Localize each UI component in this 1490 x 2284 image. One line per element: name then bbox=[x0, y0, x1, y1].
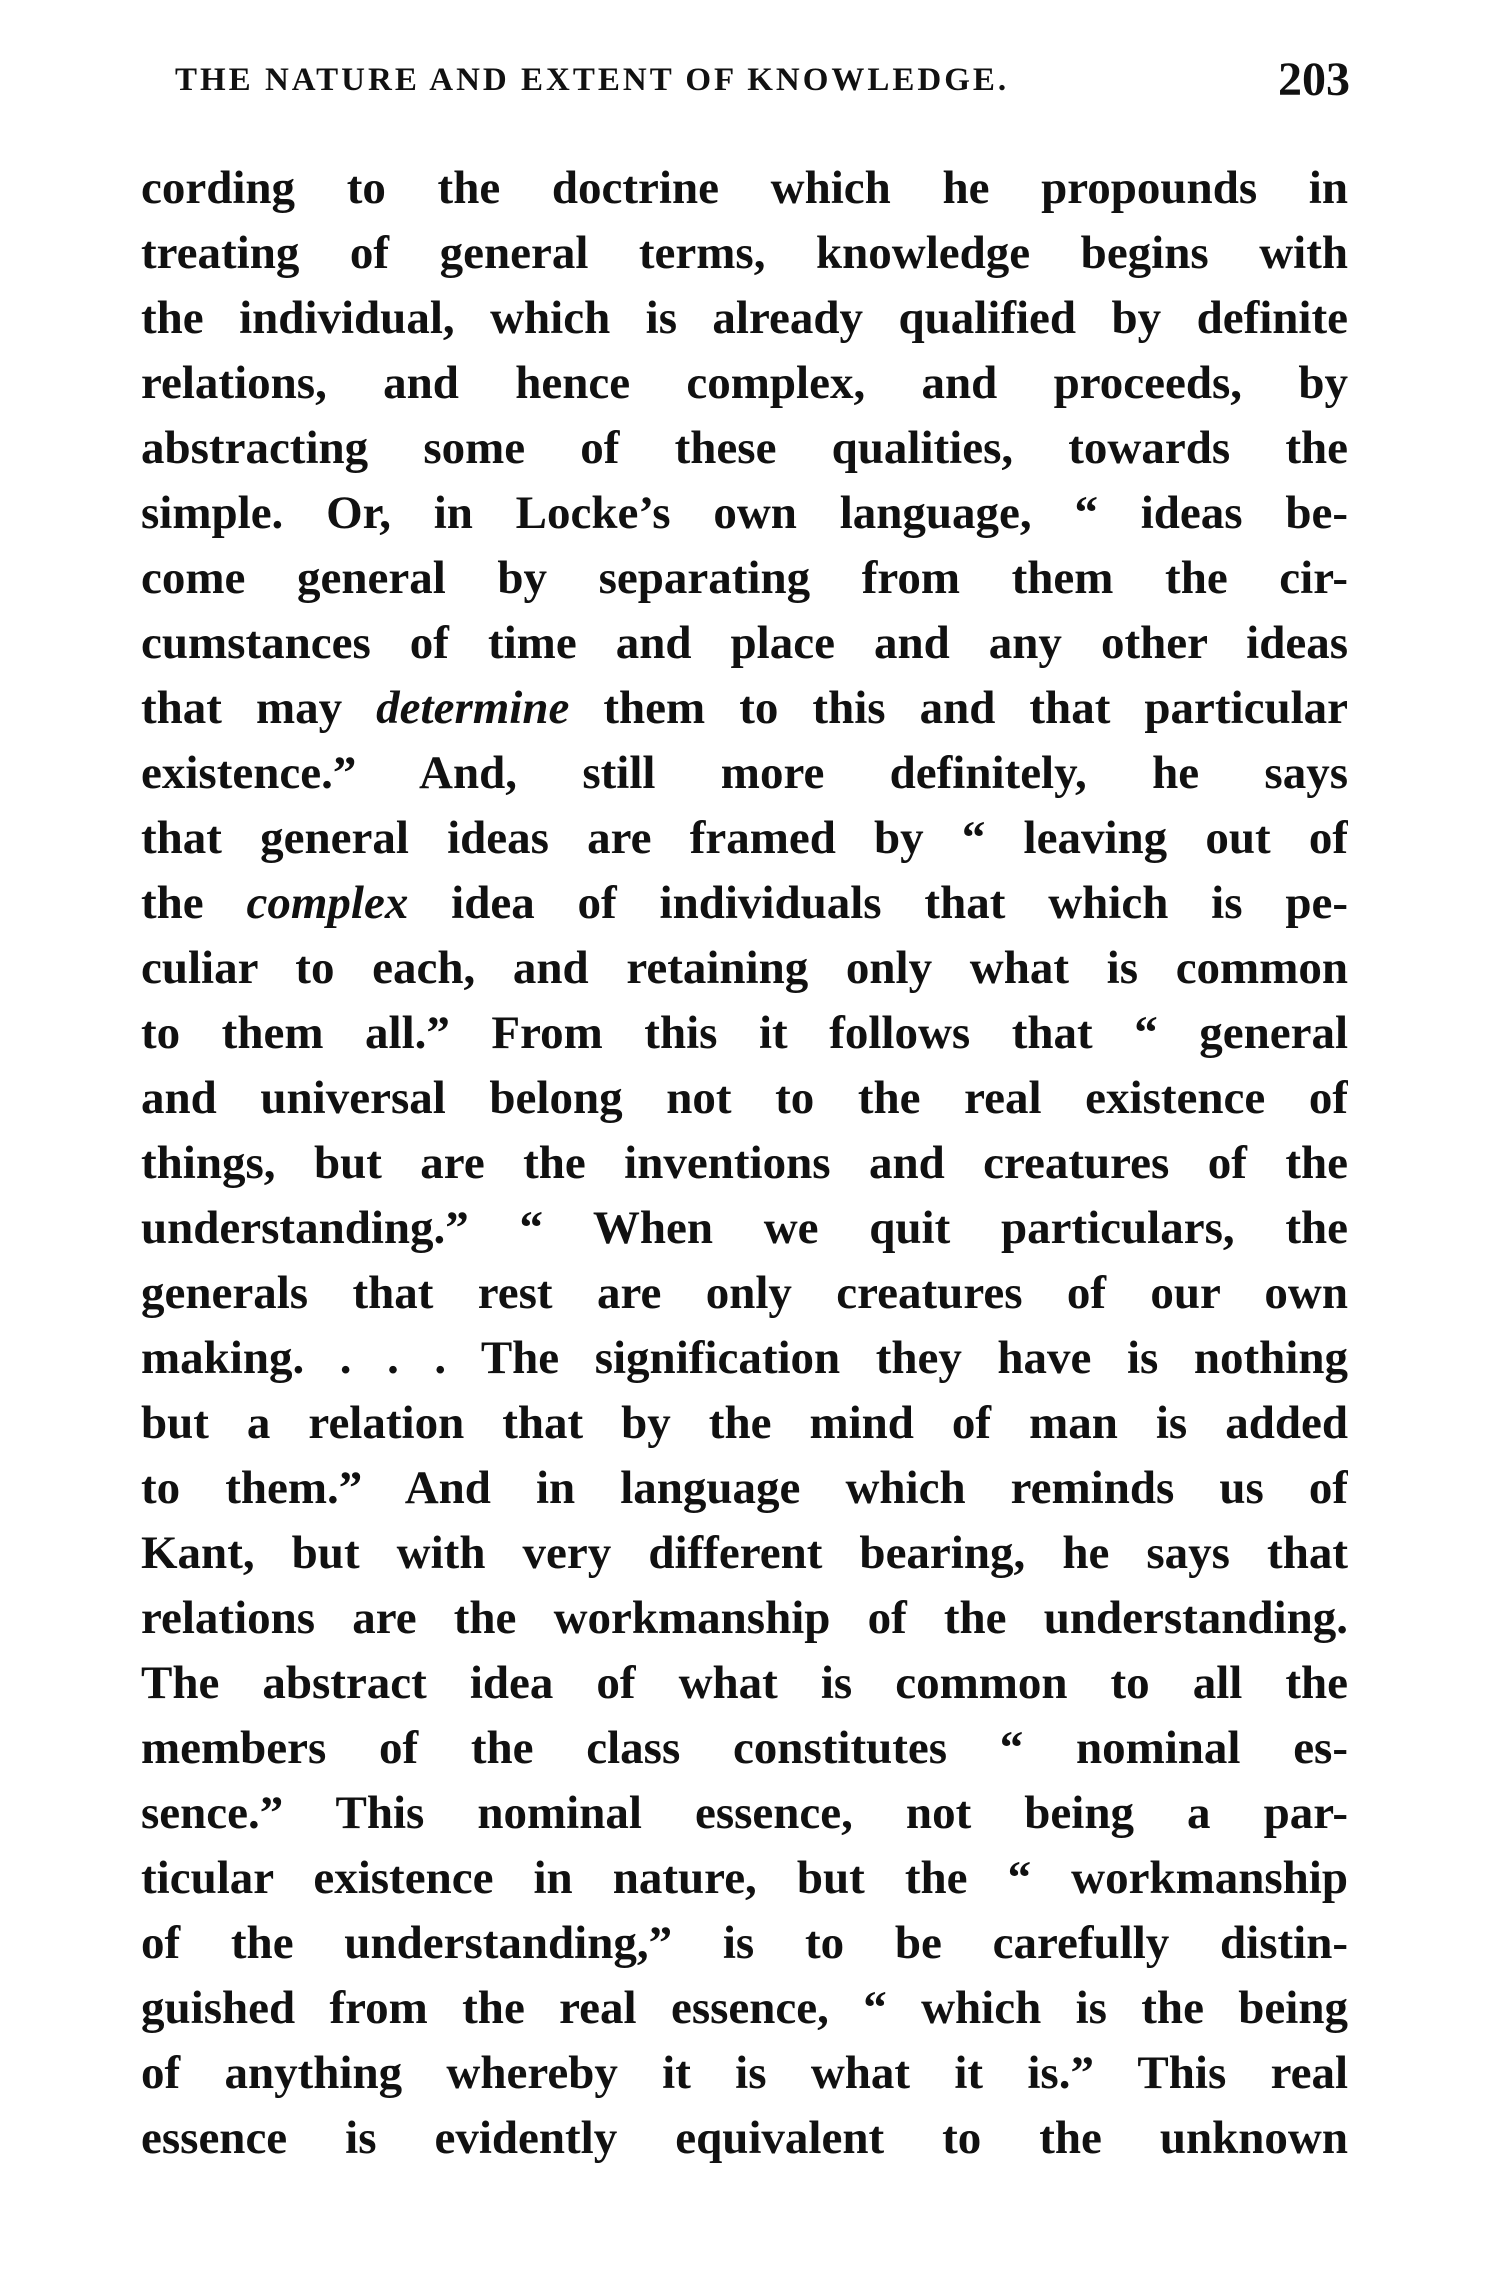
text-segment: but a relation that by the mind of man is added bbox=[141, 1397, 1348, 1449]
text-segment: abstracting some of these qualities, towards the bbox=[141, 422, 1348, 474]
text-line bbox=[141, 481, 1348, 546]
text-segment: culiar to each, and retaining only what is common bbox=[141, 942, 1348, 994]
text-line bbox=[141, 1846, 1348, 1911]
text-segment: of the understanding,” is to be carefully distin- bbox=[141, 1917, 1348, 1969]
text-segment: to them all.” From this it follows that “ general bbox=[141, 1007, 1348, 1059]
text-segment: idea of individuals that which is pe- bbox=[408, 877, 1348, 929]
text-segment: them to this and that particular bbox=[569, 682, 1348, 734]
running-title: THE NATURE AND EXTENT OF KNOWLEDGE. bbox=[175, 62, 1010, 98]
text-line bbox=[141, 546, 1348, 611]
text-segment: making. . . . The signification they have is nothing bbox=[141, 1332, 1348, 1384]
page-header bbox=[175, 52, 1350, 112]
text-line bbox=[141, 416, 1348, 481]
text-line bbox=[141, 676, 1348, 741]
text-line bbox=[141, 286, 1348, 351]
text-line bbox=[141, 806, 1348, 871]
text-line bbox=[141, 1391, 1348, 1456]
text-line bbox=[141, 1586, 1348, 1651]
text-segment: come general by separating from them the cir- bbox=[141, 552, 1348, 604]
text-line bbox=[141, 1196, 1348, 1261]
text-segment: of anything whereby it is what it is.” This real bbox=[141, 2047, 1348, 2099]
text-segment: cording to the doctrine which he propounds in bbox=[141, 162, 1348, 214]
text-segment: Kant, but with very different bearing, he says that bbox=[141, 1527, 1348, 1579]
text-segment: that general ideas are framed by “ leaving out of bbox=[141, 812, 1348, 864]
text-line bbox=[141, 2106, 1348, 2171]
text-line bbox=[141, 871, 1348, 936]
text-line bbox=[141, 221, 1348, 286]
text-segment: the individual, which is already qualified by definite bbox=[141, 292, 1348, 344]
text-line bbox=[141, 1976, 1348, 2041]
text-line bbox=[141, 741, 1348, 806]
text-line bbox=[141, 351, 1348, 416]
text-line bbox=[141, 1781, 1348, 1846]
text-segment: cumstances of time and place and any other ideas bbox=[141, 617, 1348, 669]
text-line bbox=[141, 156, 1348, 221]
text-segment: ticular existence in nature, but the “ workmanship bbox=[141, 1852, 1348, 1904]
text-segment: and universal belong not to the real existence of bbox=[141, 1072, 1348, 1124]
text-segment: generals that rest are only creatures of our own bbox=[141, 1267, 1348, 1319]
text-line bbox=[141, 1456, 1348, 1521]
text-segment: to them.” And in language which reminds us of bbox=[141, 1462, 1348, 1514]
body-text bbox=[141, 156, 1348, 2171]
text-segment: understanding.” “ When we quit particulars, the bbox=[141, 1202, 1348, 1254]
text-line bbox=[141, 1326, 1348, 1391]
text-line bbox=[141, 1651, 1348, 1716]
text-segment: guished from the real essence, “ which is the being bbox=[141, 1982, 1348, 2034]
text-line bbox=[141, 2041, 1348, 2106]
text-segment: existence.” And, still more definitely, he says bbox=[141, 747, 1348, 799]
text-segment: the bbox=[141, 877, 247, 929]
text-line bbox=[141, 1131, 1348, 1196]
text-line bbox=[141, 1001, 1348, 1066]
text-line bbox=[141, 936, 1348, 1001]
text-segment: relations, and hence complex, and proceeds, by bbox=[141, 357, 1348, 409]
page-number: 203 bbox=[1278, 53, 1350, 106]
text-segment: treating of general terms, knowledge begins with bbox=[141, 227, 1348, 279]
text-segment: members of the class constitutes “ nominal es- bbox=[141, 1722, 1348, 1774]
text-line bbox=[141, 611, 1348, 676]
text-segment: The abstract idea of what is common to all the bbox=[141, 1657, 1348, 1709]
text-segment: things, but are the inventions and creatures of the bbox=[141, 1137, 1348, 1189]
text-line bbox=[141, 1066, 1348, 1131]
text-line bbox=[141, 1261, 1348, 1326]
text-segment: essence is evidently equivalent to the unknown bbox=[141, 2112, 1348, 2164]
text-segment: simple. Or, in Locke’s own language, “ ideas be- bbox=[141, 487, 1348, 539]
text-line bbox=[141, 1716, 1348, 1781]
text-line bbox=[141, 1521, 1348, 1586]
text-segment: sence.” This nominal essence, not being a par- bbox=[141, 1787, 1348, 1839]
text-segment: relations are the workmanship of the understanding. bbox=[141, 1592, 1348, 1644]
italic-text: complex bbox=[246, 877, 409, 929]
text-segment: that may bbox=[141, 682, 377, 734]
text-line bbox=[141, 1911, 1348, 1976]
italic-text: determine bbox=[376, 682, 570, 734]
